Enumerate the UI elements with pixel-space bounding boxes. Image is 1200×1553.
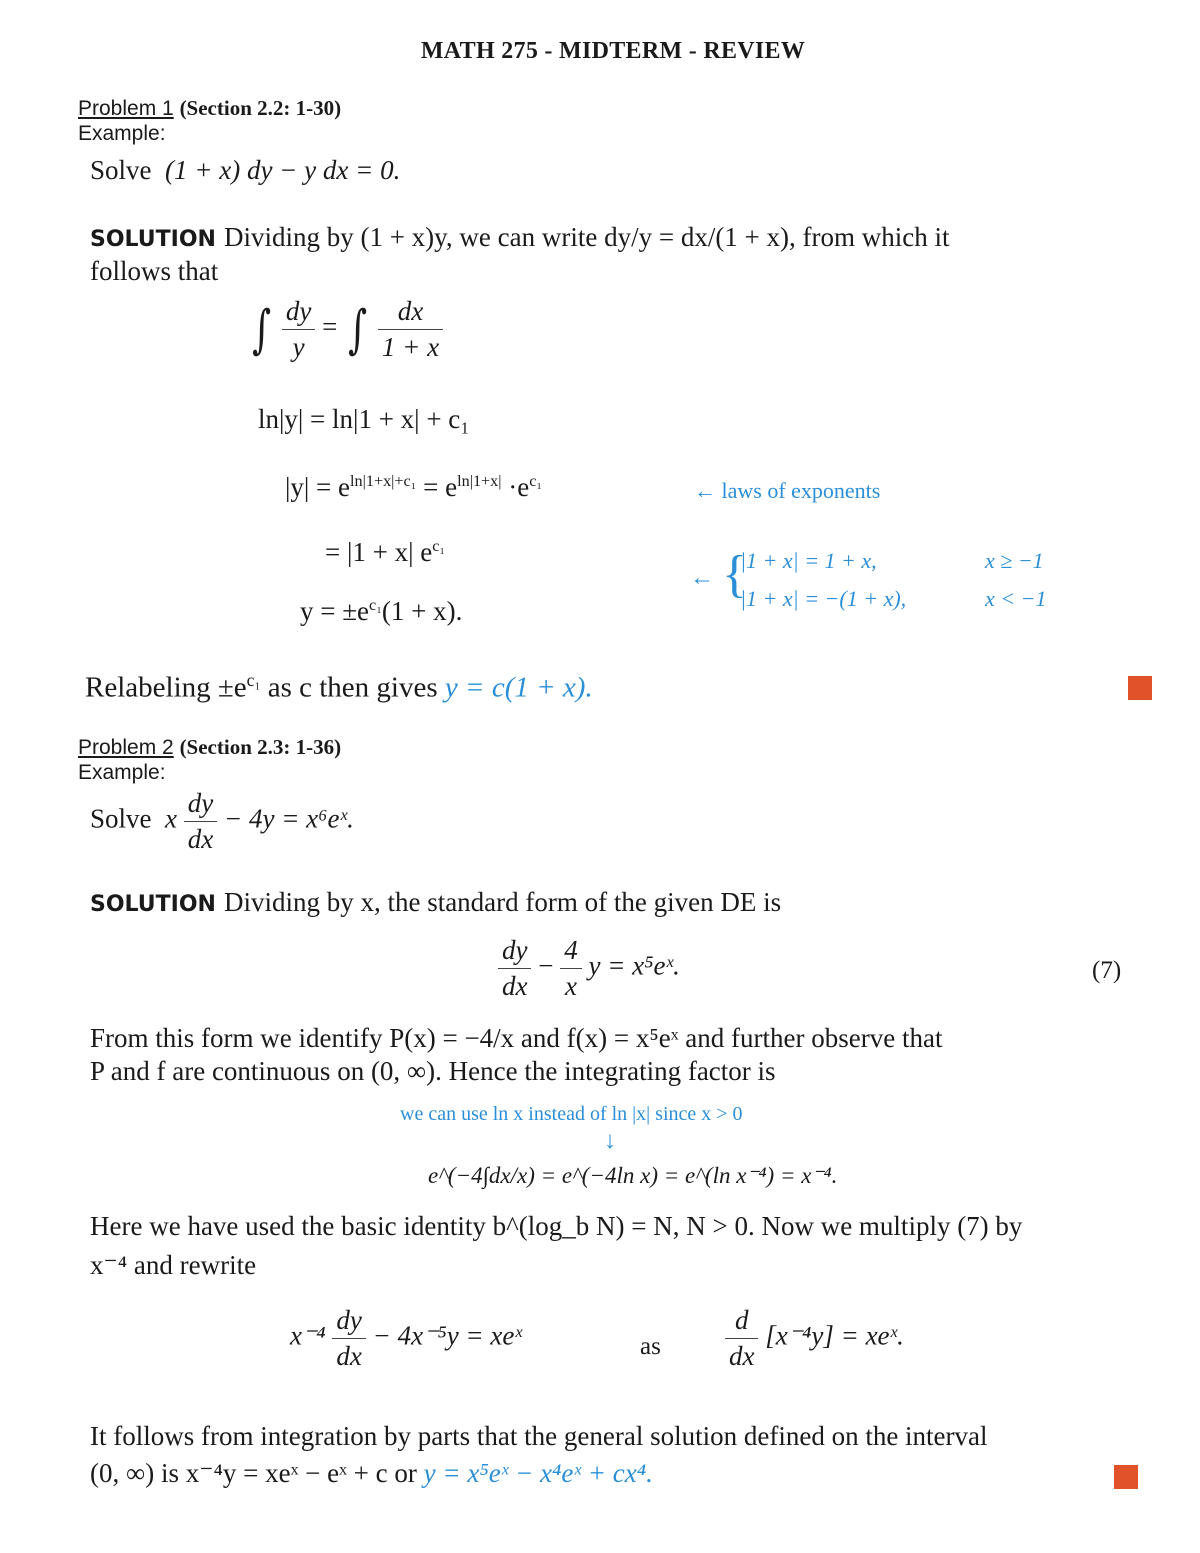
y-tail: (1 + x). xyxy=(381,596,463,626)
fraction-dy-dx xyxy=(332,1305,365,1372)
relabel-line xyxy=(85,670,593,705)
problem-1-solution-line1 xyxy=(90,222,950,253)
problem-1-section: (Section 2.2: 1-30) xyxy=(179,96,342,120)
fraction-d-dx xyxy=(725,1305,758,1372)
solve-word: Solve xyxy=(90,155,152,185)
standard-form-tail: y = x⁵eˣ. xyxy=(588,950,680,981)
problem-1-label: Problem 1 xyxy=(78,97,174,120)
exponent: ln|1+x|+c₁ xyxy=(350,472,417,490)
solution-label: SOLUTION xyxy=(90,227,216,252)
note-arrow: ↓ xyxy=(604,1128,616,1154)
as-word: as xyxy=(640,1333,661,1360)
x-power: x⁻⁴ xyxy=(290,1320,326,1351)
multiplied-tail: − 4x⁻⁵y = xeˣ xyxy=(372,1320,522,1351)
relabel-text: Relabeling ±e xyxy=(85,671,247,704)
fraction-dy-dx xyxy=(184,788,217,855)
problem-1-heading xyxy=(78,96,341,121)
page-title: MATH 275 - MIDTERM - REVIEW xyxy=(420,38,806,64)
case-2: |1 + x| = −(1 + x), xyxy=(740,586,907,611)
case-1-condition: x ≥ −1 xyxy=(985,548,1044,573)
numerator: dy xyxy=(498,935,531,969)
denominator: dx xyxy=(336,1341,362,1371)
fraction-dy-over-y xyxy=(282,296,315,363)
integrating-factor-note: we can use ln x instead of ln |x| since x > 0 xyxy=(400,1103,743,1125)
exponent: ln|1+x| xyxy=(457,472,502,490)
final-line-1: It follows from integration by parts that the general solution defined on the interval xyxy=(90,1421,988,1451)
case-2-condition: x < −1 xyxy=(985,586,1047,611)
relabel-result: y = c(1 + x). xyxy=(444,671,593,704)
abs-lhs: |y| = e xyxy=(285,472,351,502)
solution-text: Dividing by (1 + x)y, we can write dy/y = dx/(1 + x), from which it xyxy=(223,222,950,252)
exponent: c₁ xyxy=(529,472,543,490)
identify-line-1: From this form we identify P(x) = −4/x and f(x) = x⁵eˣ and further observe that xyxy=(90,1023,943,1053)
multiplied-equation xyxy=(290,1305,522,1372)
identity-line-1: Here we have used the basic identity b^(log_b N) = N, N > 0. Now we multiply (7) by xyxy=(90,1211,1023,1241)
fraction-dx-over-1-plus-x xyxy=(378,296,443,363)
denominator: x xyxy=(564,971,577,1001)
solve-word: Solve xyxy=(90,803,152,834)
exponent: c₁ xyxy=(246,670,261,690)
minus-sign: − xyxy=(538,950,554,981)
denominator: dx xyxy=(187,824,214,854)
denominator: 1 + x xyxy=(381,332,440,362)
exponent: c₁ xyxy=(369,596,382,614)
problem-1-example-label: Example: xyxy=(78,122,166,145)
cases-brace: { xyxy=(722,546,747,603)
problem-2-label: Problem 2 xyxy=(78,736,174,759)
abs-expansion-line xyxy=(325,537,445,568)
final-line-2 xyxy=(90,1458,653,1489)
problem-2-statement xyxy=(90,788,354,855)
solution-text: Dividing by x, the standard form of the given DE is xyxy=(223,887,782,917)
integrating-factor-line: e^(−4∫dx/x) = e^(−4ln x) = e^(ln x⁻⁴) = x⁻⁴. xyxy=(428,1163,838,1188)
ln-line: ln|y| = ln|1 + x| + c₁ xyxy=(258,404,470,434)
standard-form-equation xyxy=(498,935,680,1002)
problem-2-solution-line xyxy=(90,887,781,918)
general-solution: y = x⁵eˣ − x⁴eˣ + cx⁴. xyxy=(423,1458,653,1488)
abs-y-line xyxy=(285,472,542,503)
equals-sign: = xyxy=(322,311,338,342)
laws-of-exponents-note: ← laws of exponents xyxy=(694,478,881,503)
solve-x: x xyxy=(165,803,177,834)
numerator: dy xyxy=(332,1305,365,1339)
denominator: dx xyxy=(502,971,528,1001)
derivative-tail: [x⁻⁴y] = xeˣ. xyxy=(765,1320,904,1351)
fraction-4-over-x xyxy=(560,935,582,1002)
numerator: dy xyxy=(282,296,315,330)
identify-line-2: P and f are continuous on (0, ∞). Hence the integrating factor is xyxy=(90,1056,776,1086)
relabel-text-2: as c then gives xyxy=(260,671,445,704)
y-solution-line xyxy=(300,596,462,627)
problem-1-statement xyxy=(90,155,400,186)
exponent: c₁ xyxy=(432,537,446,555)
solve-tail: − 4y = x⁶eˣ. xyxy=(223,803,354,834)
solution-label: SOLUTION xyxy=(90,892,216,917)
problem-1-equation: (1 + x) dy − y dx = 0. xyxy=(165,155,401,185)
problem-2-example-label: Example: xyxy=(78,761,166,784)
expansion-text: = |1 + x| e xyxy=(325,537,433,567)
numerator: dx xyxy=(378,296,443,330)
final-text: (0, ∞) is x⁻⁴y = xeˣ − eˣ + c or xyxy=(90,1458,424,1488)
integral-sign: ∫ xyxy=(252,299,272,360)
abs-mid: = e xyxy=(416,472,458,502)
problem-2-heading xyxy=(78,735,341,760)
denominator: y xyxy=(292,332,305,362)
denominator: dx xyxy=(729,1341,755,1371)
integral-sign: ∫ xyxy=(348,299,368,360)
numerator: d xyxy=(725,1305,758,1339)
fraction-dy-dx xyxy=(498,935,531,1002)
end-of-solution-marker xyxy=(1128,676,1152,700)
identity-line-2: x⁻⁴ and rewrite xyxy=(90,1250,257,1280)
integral-equation xyxy=(248,296,443,363)
numerator: dy xyxy=(184,788,217,822)
problem-2-section: (Section 2.3: 1-36) xyxy=(179,735,342,759)
y-lhs: y = ±e xyxy=(300,596,370,626)
problem-1-solution-line2: follows that xyxy=(90,256,219,286)
cases-arrow: ← xyxy=(690,565,714,591)
derivative-form xyxy=(725,1305,904,1372)
equation-number: (7) xyxy=(1092,957,1122,984)
end-of-solution-marker xyxy=(1114,1465,1138,1489)
abs-tail: ·e xyxy=(501,472,530,502)
case-1: |1 + x| = 1 + x, xyxy=(740,548,877,573)
numerator: 4 xyxy=(560,935,582,969)
